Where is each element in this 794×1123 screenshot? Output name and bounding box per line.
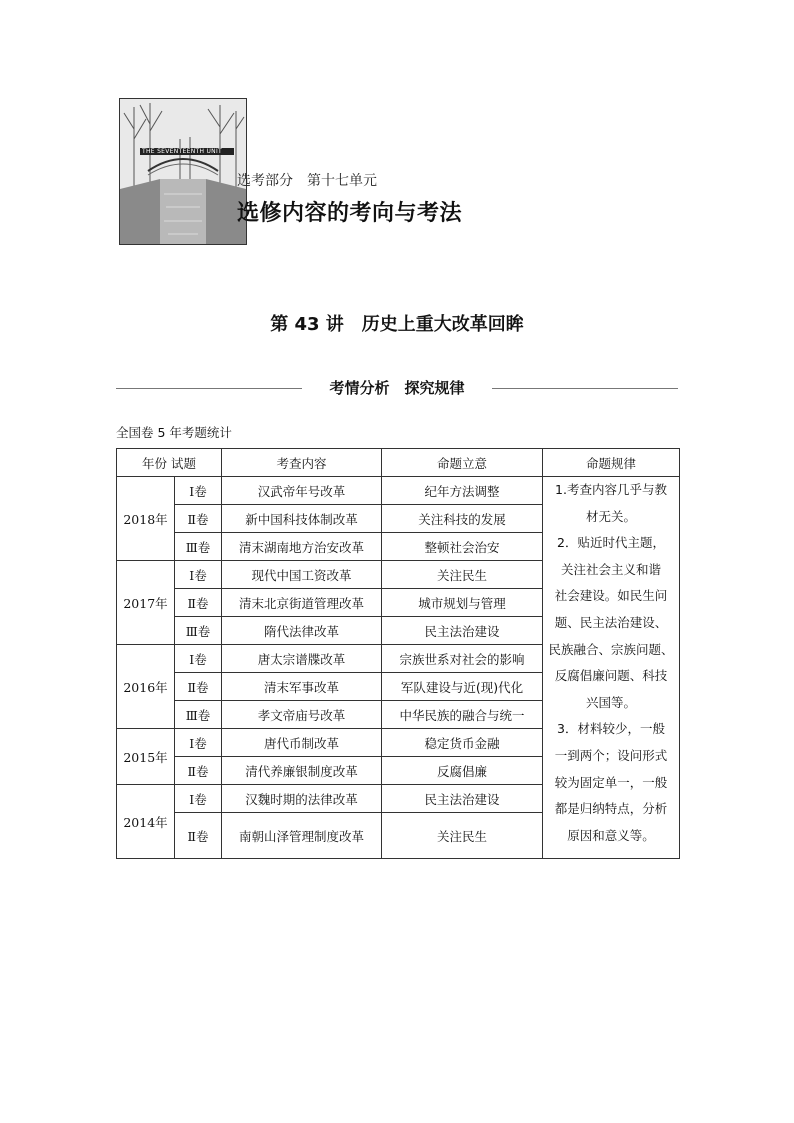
paper-cell: Ⅱ卷 xyxy=(175,813,222,859)
intent-cell: 关注民生 xyxy=(382,561,543,589)
intent-cell: 纪年方法调整 xyxy=(382,477,543,505)
rule-line: 民族融合、宗族问题、 xyxy=(548,641,674,657)
content-cell: 清末北京街道管理改革 xyxy=(222,589,382,617)
year-cell: 2017年 xyxy=(117,561,175,645)
content-cell: 南朝山泽管理制度改革 xyxy=(222,813,382,859)
content-cell: 唐代币制改革 xyxy=(222,729,382,757)
header-content: 考查内容 xyxy=(222,449,382,477)
header-intent: 命题立意 xyxy=(382,449,543,477)
paper-cell: Ⅲ卷 xyxy=(175,701,222,729)
content-cell: 孝文帝庙号改革 xyxy=(222,701,382,729)
heading-rule-right xyxy=(492,388,678,389)
content-cell: 汉武帝年号改革 xyxy=(222,477,382,505)
rule-line: 较为固定单一，一般 xyxy=(554,774,668,790)
rules-cell xyxy=(543,477,680,859)
rule-line: 2．贴近时代主题， xyxy=(557,535,665,551)
paper-cell: Ⅲ卷 xyxy=(175,533,222,561)
paper-cell: Ⅱ卷 xyxy=(175,757,222,785)
content-cell: 隋代法律改革 xyxy=(222,617,382,645)
content-cell: 清代养廉银制度改革 xyxy=(222,757,382,785)
section-heading xyxy=(116,377,678,399)
rule-line: 都是归纳特点，分析 xyxy=(554,801,668,817)
paper-cell: Ⅲ卷 xyxy=(175,617,222,645)
section-heading-label: 考情分析 探究规律 xyxy=(329,379,465,397)
heading-rule-left xyxy=(116,388,302,389)
paper-cell: Ⅰ卷 xyxy=(175,729,222,757)
paper-cell: Ⅱ卷 xyxy=(175,505,222,533)
unit-cover-image xyxy=(119,98,247,245)
intent-cell: 民主法治建设 xyxy=(382,785,543,813)
table-row xyxy=(117,477,680,505)
stats-caption: 全国卷 5 年考题统计 xyxy=(116,425,232,440)
intent-cell: 整顿社会治安 xyxy=(382,533,543,561)
intent-cell: 稳定货币金融 xyxy=(382,729,543,757)
table-header-row xyxy=(117,449,680,477)
paper-cell: Ⅱ卷 xyxy=(175,589,222,617)
year-cell: 2018年 xyxy=(117,477,175,561)
rule-line: 题、民主法治建设、 xyxy=(554,614,668,630)
year-cell: 2016年 xyxy=(117,645,175,729)
rule-line: 兴国等。 xyxy=(586,694,637,710)
intent-cell: 中华民族的融合与统一 xyxy=(382,701,543,729)
paper-cell: Ⅰ卷 xyxy=(175,785,222,813)
intent-cell: 宗族世系对社会的影响 xyxy=(382,645,543,673)
exam-statistics-table xyxy=(116,448,680,859)
rule-line: 原因和意义等。 xyxy=(567,827,655,843)
paper-cell: Ⅰ卷 xyxy=(175,477,222,505)
rule-line: 3．材料较少，一般 xyxy=(557,721,665,737)
lecture-title: 第 43 讲 历史上重大改革回眸 xyxy=(270,314,524,335)
header-year-paper: 年份 试题 xyxy=(117,449,222,477)
unit-image-caption: THE SEVENTEENTH UNIT xyxy=(140,148,234,155)
content-cell: 清末湖南地方治安改革 xyxy=(222,533,382,561)
intent-cell: 军队建设与近(现)代化 xyxy=(382,673,543,701)
rule-line: 社会建设。如民生问 xyxy=(554,588,668,604)
unit-subtitle: 选考部分 第十七单元 xyxy=(237,173,377,189)
rule-line: 反腐倡廉问题、科技 xyxy=(554,668,668,684)
header-rules: 命题规律 xyxy=(543,449,680,477)
rule-line: 一到两个；设问形式 xyxy=(554,747,668,763)
rule-line: 关注社会主义和谐 xyxy=(561,561,662,577)
content-cell: 现代中国工资改革 xyxy=(222,561,382,589)
year-cell: 2015年 xyxy=(117,729,175,785)
rule-line: 1.考查内容几乎与教 xyxy=(555,482,667,497)
rule-line: 材无关。 xyxy=(586,508,637,524)
year-cell: 2014年 xyxy=(117,785,175,859)
intent-cell: 关注科技的发展 xyxy=(382,505,543,533)
intent-cell: 城市规划与管理 xyxy=(382,589,543,617)
paper-cell: Ⅰ卷 xyxy=(175,561,222,589)
content-cell: 汉魏时期的法律改革 xyxy=(222,785,382,813)
intent-cell: 反腐倡廉 xyxy=(382,757,543,785)
unit-title: 选修内容的考向与考法 xyxy=(237,201,463,226)
paper-cell: Ⅰ卷 xyxy=(175,645,222,673)
intent-cell: 民主法治建设 xyxy=(382,617,543,645)
content-cell: 清末军事改革 xyxy=(222,673,382,701)
content-cell: 唐太宗谱牒改革 xyxy=(222,645,382,673)
content-cell: 新中国科技体制改革 xyxy=(222,505,382,533)
intent-cell: 关注民生 xyxy=(382,813,543,859)
canal-illustration xyxy=(120,99,246,244)
paper-cell: Ⅱ卷 xyxy=(175,673,222,701)
